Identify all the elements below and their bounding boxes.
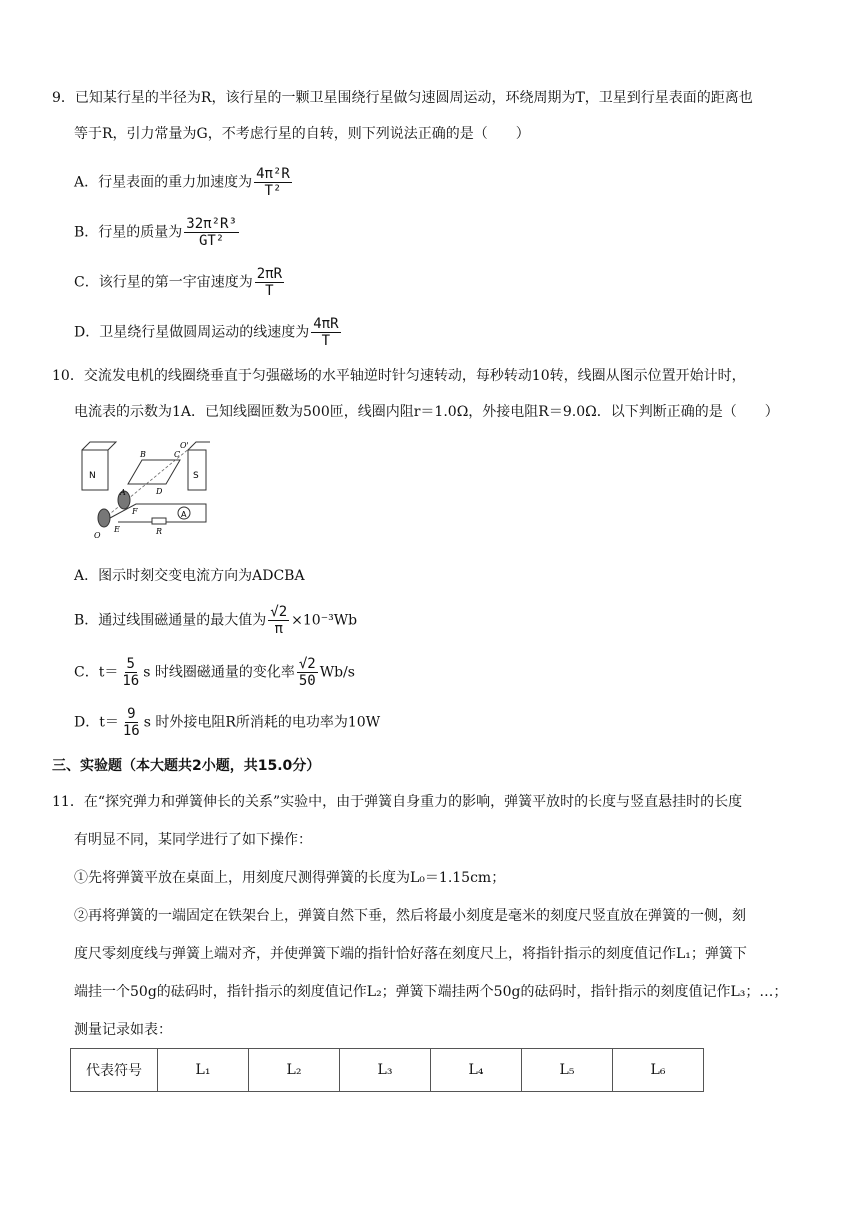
label-o: O [94,531,101,540]
q11-step2-line3: 端挂一个50g的砝码时，指针指示的刻度值记作L₂；弹簧下端挂两个50g的砝码时，指针指示的刻度值记作L₃；…； [74,984,788,1000]
q9-option-b-fraction: $\frac{\text{32π²R³}}{\text{GT²}}$ [186,216,237,249]
table-cell-l2: L₂ [249,1049,340,1092]
q9-option-b-text: B．行星的质量为 [74,224,183,241]
ammeter-label: A [181,510,187,519]
q9-stem-line1: 9．已知某行星的半径为R，该行星的一颗卫星围绕行星做匀速圆周运动，环绕周期为T，卫星到行星表面的距离也 [52,90,753,106]
label-c: C [174,450,181,459]
label-o-prime: O' [180,441,189,450]
q9-option-c-fraction: $\frac{2\pi R}{T}$ [256,266,283,299]
label-d: D [156,487,163,496]
q10-option-a[interactable]: A．图示时刻交变电流方向为ADCBA [74,568,305,584]
q11-line2: 有明显不同，某同学进行了如下操作： [74,832,312,848]
q9-stem-line2: 等于R，引力常量为G，不考虑行星的自转，则下列说法正确的是（ ） [74,126,530,142]
label-b: B [140,450,146,459]
q10-option-b-fraction: $\frac{√2}{\pi}$ [270,604,288,637]
q10-option-c[interactable]: C．t＝ $\frac{5}{16}$ s 时线圈磁通量的变化率 $\frac{√2}{50}$ Wb/s [74,656,355,689]
q11-table-intro: 测量记录如表： [74,1022,172,1038]
q9-option-c[interactable] [74,266,286,299]
q9-option-d-fraction: $\frac{4\pi R}{T}$ [313,316,339,349]
q10-option-c-fraction-time: $\frac{5}{16}$ [122,656,140,689]
q10-option-d[interactable]: D．t＝ $\frac{9}{16}$ s 时外接电阻R所消耗的电功率为10W [74,706,381,739]
q11-line1: 11．在“探究弹力和弹簧伸长的关系”实验中，由于弹簧自身重力的影响，弹簧平放时的长度与竖直悬挂时的长度 [52,794,743,810]
generator-figure [80,440,210,544]
q11-step2-line1: ②再将弹簧的一端固定在铁架台上，弹簧自然下垂，然后将最小刻度是毫米的刻度尺竖直放在弹簧的一侧，刻 [74,908,746,924]
q9-option-a-fraction: $\frac{\text{4π²R}}{\text{T²}}$ [256,166,290,199]
q10-option-d-fraction: $\frac{9}{16}$ [122,706,140,739]
label-f: F [132,507,138,516]
q10-option-c-fraction-rate: $\frac{√2}{50}$ [298,656,316,689]
q9-option-a-text: A．行星表面的重力加速度为 [74,174,253,191]
q9-option-c-text: C．该行星的第一宇宙速度为 [74,274,253,291]
q10-option-b[interactable]: B．通过线围磁通量的最大值为 $\frac{√2}{\pi}$ ×10⁻³Wb [74,604,358,637]
q9-option-d-text: D．卫星绕行星做圆周运动的线速度为 [74,324,310,341]
q10-stem-line2: 电流表的示数为1A．已知线圈匝数为500匝，线圈内阻r＝1.0Ω，外接电阻R＝9.0Ω．以下判断正确的是（ ） [74,404,779,420]
label-e: E [114,525,120,534]
q9-option-b[interactable] [74,216,241,249]
q9-option-a[interactable] [74,166,294,199]
q11-step1: ①先将弹簧平放在桌面上，用刻度尺测得弹簧的长度为L₀＝1.15cm； [74,870,506,886]
q10-stem-line1: 10．交流发电机的线圈绕垂直于匀强磁场的水平轴逆时针匀速转动，每秒转动10转，线圈从图示位置开始计时， [52,368,746,384]
section-heading-experiment: 三、实验题（本大题共2小题，共15.0分） [52,758,321,774]
table-cell-l5: L₅ [522,1049,613,1092]
magnet-n-label: N [89,471,96,481]
table-cell-l3: L₃ [340,1049,431,1092]
label-r: R [156,527,163,536]
table-cell-l4: L₄ [431,1049,522,1092]
q9-option-d[interactable] [74,316,343,349]
table-row [71,1049,704,1092]
magnet-s-label: S [193,471,199,481]
table-cell-l6: L₆ [613,1049,704,1092]
table-cell-l1: L₁ [158,1049,249,1092]
measurement-table [70,1048,704,1092]
q11-step2-line2: 度尺零刻度线与弹簧上端对齐，并使弹簧下端的指针恰好落在刻度尺上，将指针指示的刻度值记作L₁；弹簧下 [74,946,747,962]
table-header-cell: 代表符号 [71,1049,158,1092]
label-a: A [120,488,126,497]
